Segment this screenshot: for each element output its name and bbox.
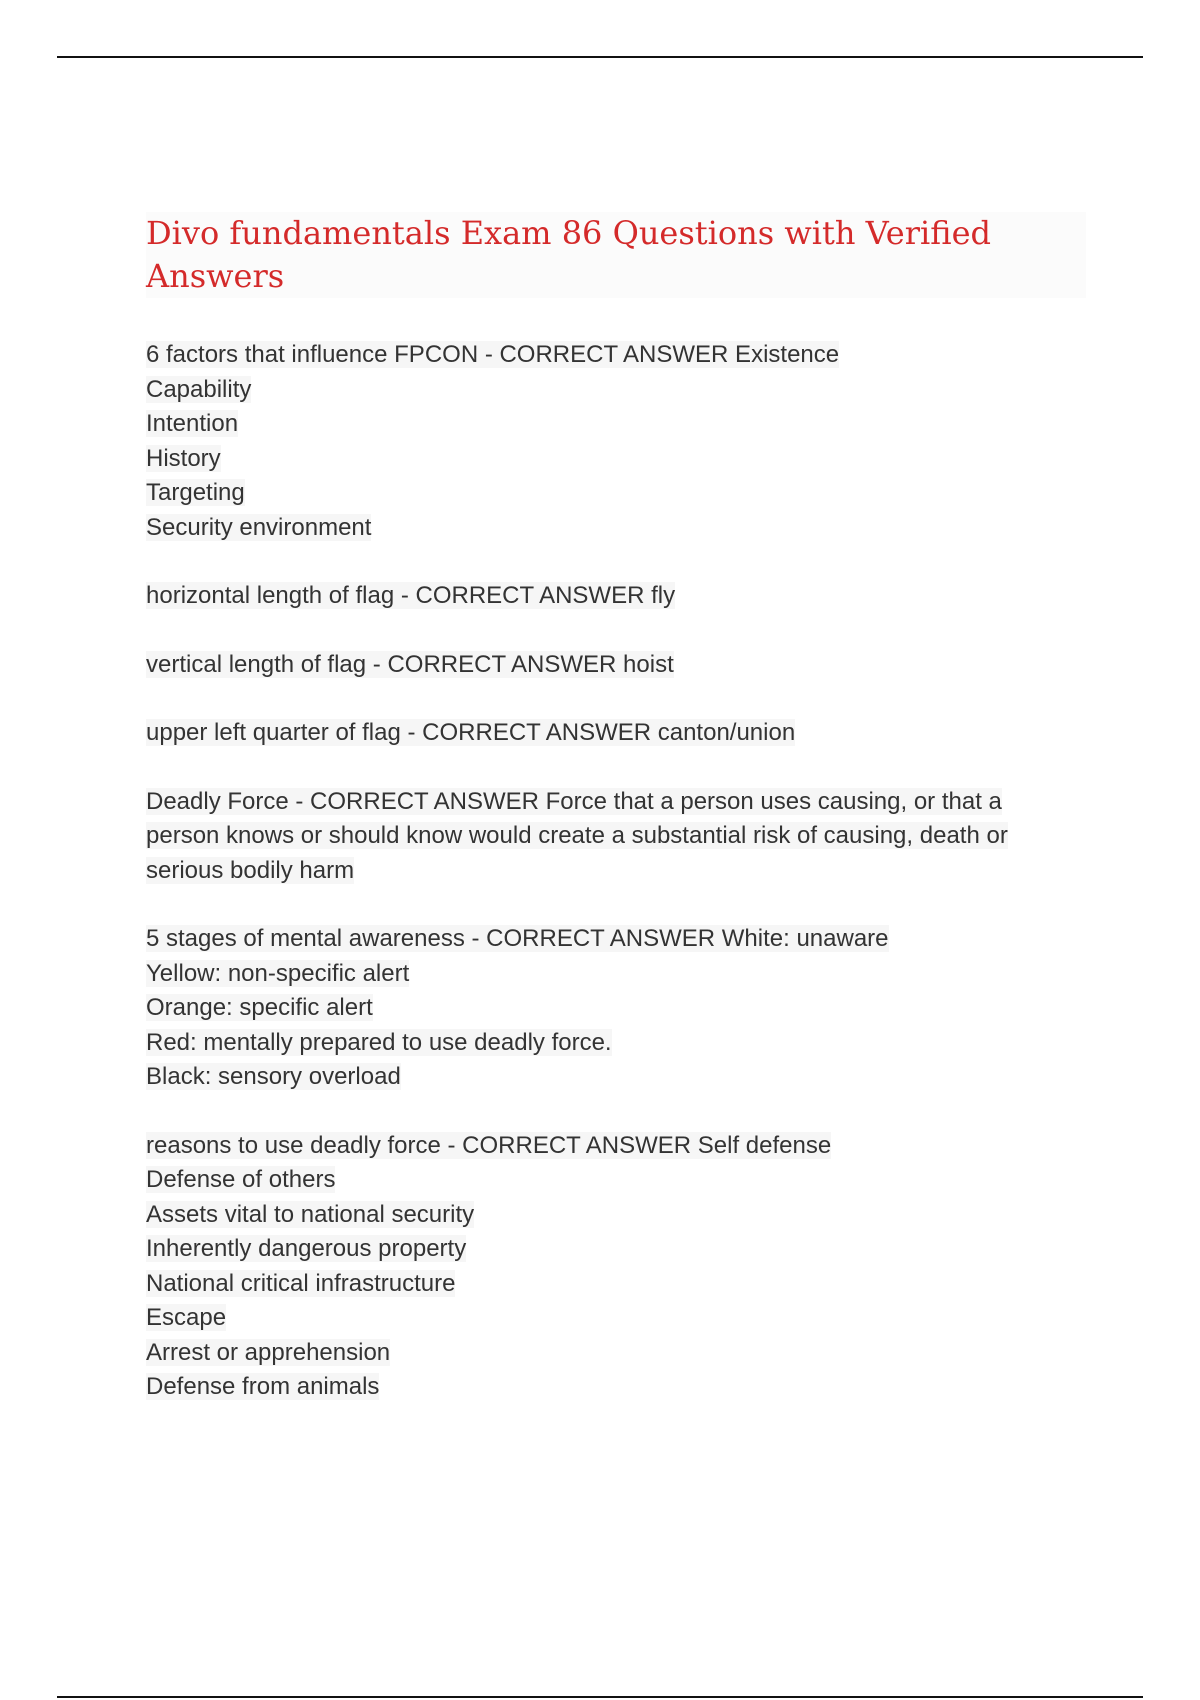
qa-line-text: Arrest or apprehension: [146, 1338, 391, 1366]
qa-line-text: Black: sensory overload: [146, 1063, 401, 1090]
qa-line-text: Yellow: non-specific alert: [146, 959, 410, 987]
qa-answer-line: [146, 1060, 1086, 1095]
qa-line-text: Capability: [146, 375, 252, 403]
qa-block: [146, 716, 1086, 751]
qa-answer-line: [146, 1026, 1086, 1061]
qa-answer-line: [146, 819, 1086, 854]
qa-line-text: National critical infrastructure: [146, 1269, 456, 1297]
qa-line-text: horizontal length of flag - CORRECT ANSWER fly: [146, 582, 676, 609]
document-body: [146, 212, 1086, 1439]
qa-question-line: [146, 648, 1086, 683]
footer-rule: [57, 1696, 1143, 1698]
qa-line-text: vertical length of flag - CORRECT ANSWER hoist: [146, 650, 674, 678]
qa-line-text: Assets vital to national security: [146, 1200, 475, 1228]
qa-line-text: Intention: [146, 410, 239, 437]
qa-line-text: Targeting: [146, 479, 245, 506]
qa-question-line: [146, 922, 1086, 957]
qa-line-text: reasons to use deadly force - CORRECT ANSWER Self defense: [146, 1131, 832, 1159]
qa-answer-line: [146, 1370, 1086, 1405]
qa-line-text: Red: mentally prepared to use deadly force.: [146, 1028, 612, 1056]
qa-answer-line: [146, 476, 1086, 511]
header-rule: [57, 56, 1143, 58]
qa-answer-line: [146, 1163, 1086, 1198]
qa-answer-line: [146, 1336, 1086, 1371]
qa-answer-line: [146, 957, 1086, 992]
qa-line-text: 6 factors that influence FPCON - CORRECT ANSWER Existence: [146, 341, 840, 368]
qa-line-text: Escape: [146, 1304, 227, 1331]
qa-block: [146, 579, 1086, 614]
qa-question-line: [146, 1129, 1086, 1164]
qa-answer-line: [146, 1198, 1086, 1233]
qa-line-text: serious bodily harm: [146, 856, 355, 884]
document-title: Divo fundamentals Exam 86 Questions with Verified Answers: [146, 212, 1086, 298]
qa-block: [146, 648, 1086, 683]
qa-question-line: [146, 338, 1086, 373]
qa-block: [146, 785, 1086, 889]
qa-question-line: [146, 785, 1086, 820]
qa-line-text: Defense from animals: [146, 1373, 380, 1400]
qa-list: [146, 338, 1086, 1405]
qa-block: [146, 922, 1086, 1095]
qa-line-text: Inherently dangerous property: [146, 1235, 467, 1262]
qa-answer-line: [146, 407, 1086, 442]
qa-answer-line: [146, 373, 1086, 408]
qa-line-text: Defense of others: [146, 1166, 336, 1193]
qa-line-text: upper left quarter of flag - CORRECT ANSWER canton/union: [146, 719, 796, 746]
qa-line-text: person knows or should know would create a substantial risk of causing, death or: [146, 822, 1008, 849]
qa-block: [146, 1129, 1086, 1405]
qa-answer-line: [146, 991, 1086, 1026]
qa-answer-line: [146, 1301, 1086, 1336]
qa-line-text: History: [146, 444, 221, 472]
qa-answer-line: [146, 442, 1086, 477]
qa-block: [146, 338, 1086, 545]
qa-answer-line: [146, 511, 1086, 546]
qa-line-text: Deadly Force - CORRECT ANSWER Force that a person uses causing, or that a: [146, 787, 1002, 815]
qa-line-text: 5 stages of mental awareness - CORRECT ANSWER White: unaware: [146, 925, 889, 952]
qa-line-text: Orange: specific alert: [146, 994, 373, 1021]
qa-question-line: [146, 579, 1086, 614]
qa-answer-line: [146, 1267, 1086, 1302]
qa-line-text: Security environment: [146, 513, 372, 541]
qa-answer-line: [146, 854, 1086, 889]
qa-answer-line: [146, 1232, 1086, 1267]
qa-question-line: [146, 716, 1086, 751]
